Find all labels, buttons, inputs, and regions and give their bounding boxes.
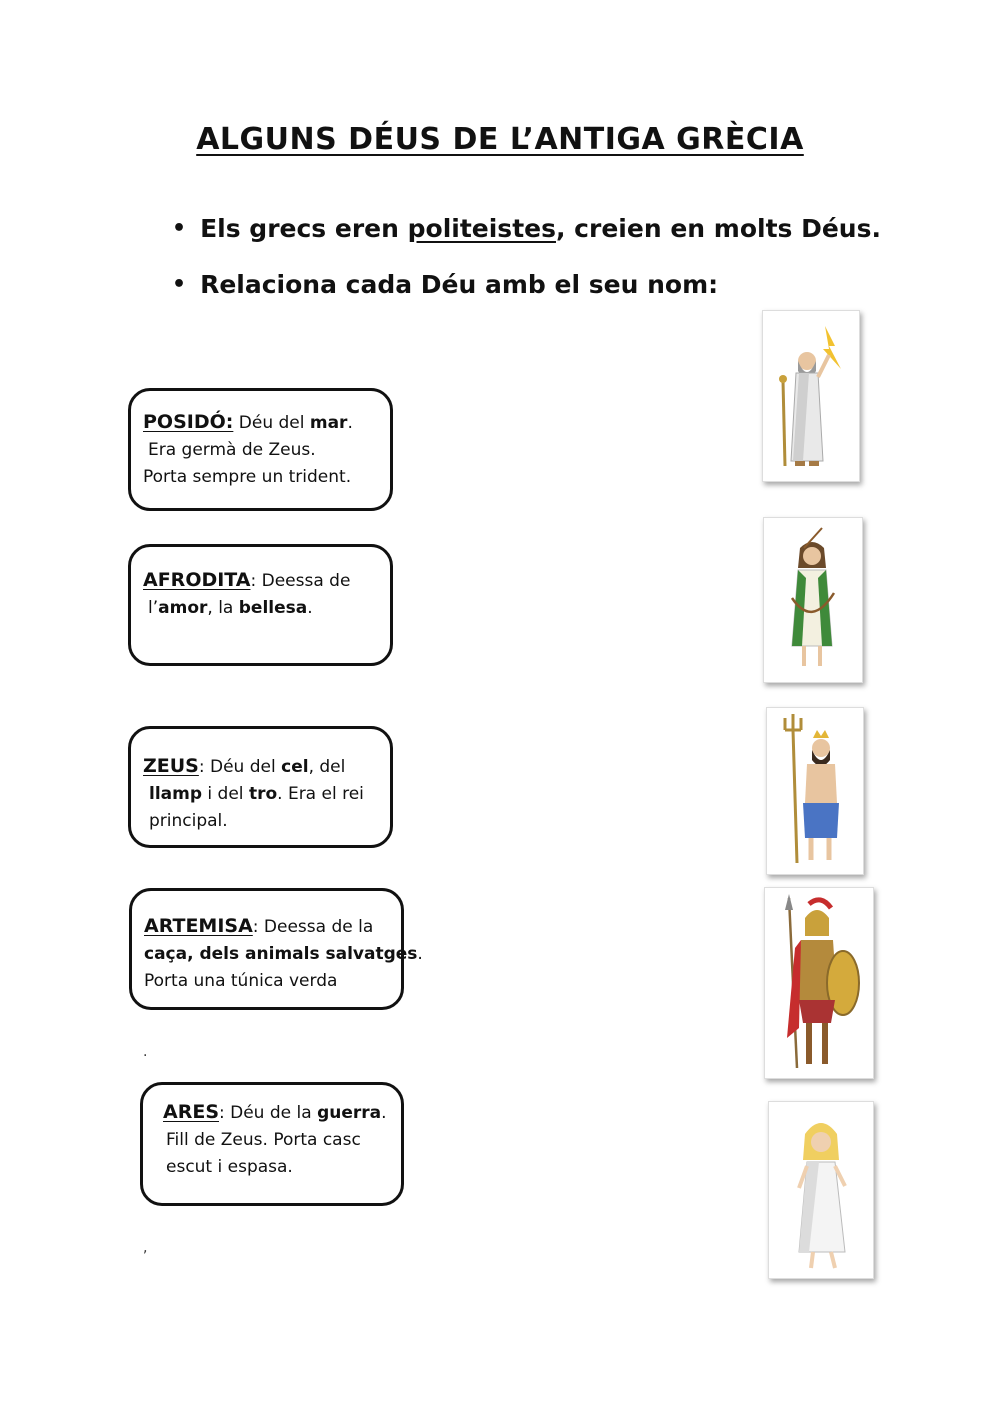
poseidon-figure-icon: [767, 708, 863, 874]
artemis-figure-icon: [764, 518, 862, 682]
card-afrodita[interactable]: AFRODITA: Deessa de l’amor, la bellesa.: [128, 544, 393, 666]
aphrodite-figure-icon: [769, 1102, 873, 1278]
artemis-figure-image[interactable]: [763, 517, 863, 683]
ares-figure-image[interactable]: [764, 887, 874, 1079]
zeus-figure-icon: [763, 311, 859, 481]
card-zeus[interactable]: ZEUS: Déu del cel, del llamp i del tro. Era el rei principal.: [128, 726, 393, 848]
zeus-figure-image[interactable]: [762, 310, 860, 482]
bullet-polytheists: • Els grecs eren politeistes, creien en molts Déus.: [172, 214, 881, 243]
card-ares[interactable]: ARES: Déu de la guerra. Fill de Zeus. Porta casc escut i espasa.: [140, 1082, 404, 1206]
card-artemisa[interactable]: ARTEMISA: Deessa de la caça, dels animals salvatges. Porta una túnica verda: [129, 888, 404, 1010]
stray-dot: .: [143, 1044, 148, 1060]
bullet-instruction: • Relaciona cada Déu amb el seu nom:: [172, 270, 719, 299]
ares-figure-icon: [765, 888, 873, 1078]
aphrodite-figure-image[interactable]: [768, 1101, 874, 1279]
stray-comma: ,: [143, 1240, 148, 1256]
card-posido[interactable]: POSIDÓ: Déu del mar. Era germà de Zeus. Porta sempre un trident.: [128, 388, 393, 511]
poseidon-figure-image[interactable]: [766, 707, 864, 875]
page-title: ALGUNS DÉUS DE L’ANTIGA GRÈCIA: [196, 122, 804, 157]
